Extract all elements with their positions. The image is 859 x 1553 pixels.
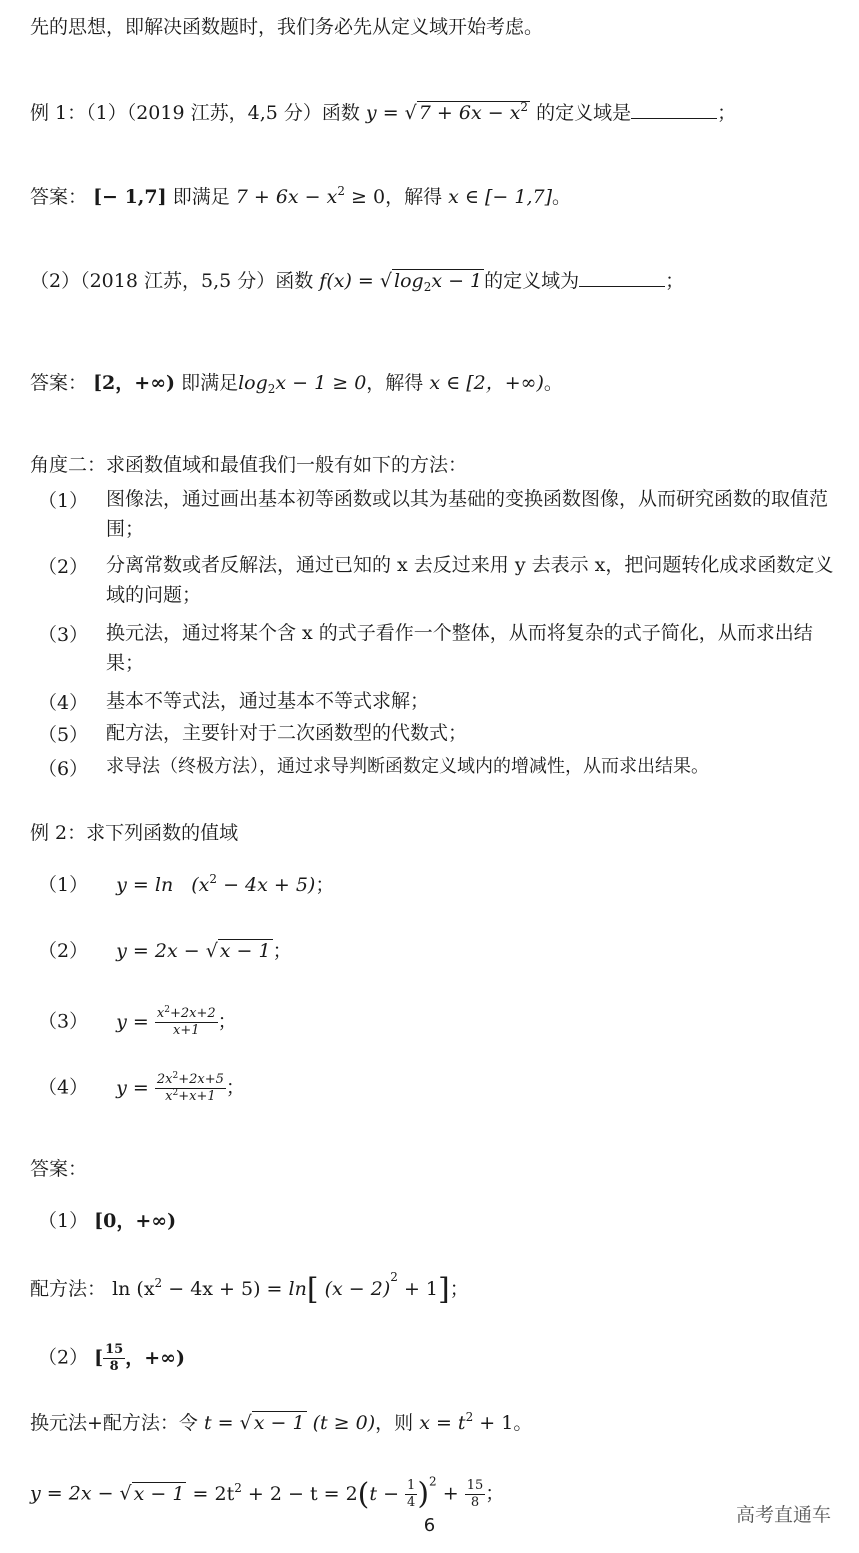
ex1-q1-radicand: $7 + 6x - x^2$ bbox=[418, 100, 529, 124]
ex1-q2-prefix: （2）（2018 江苏，5,5 分）函数 bbox=[30, 270, 314, 292]
example2-answer-label: 答案： bbox=[30, 1158, 88, 1180]
page-number: 6 bbox=[423, 1515, 436, 1536]
example2-answer1: （1） [0，+∞) bbox=[38, 1210, 177, 1232]
method2-line: 换元法+配方法：令 t = √ x − 1 (t ≥ 0)，则 $x = t^2 + 1$。 bbox=[30, 1410, 533, 1434]
example2-problem4: （4） y = $\frac{2x^2+2x+5}{x^2+x+1}$ ； bbox=[38, 1071, 245, 1104]
ans2-value: [2，+∞) bbox=[93, 372, 176, 394]
fraction: $\frac{2x^2+2x+5}{x^2+x+1}$ bbox=[156, 1071, 224, 1104]
example2-answer2: （2） [ $\frac{15}{8}$ ，+∞) bbox=[38, 1342, 185, 1374]
example1-answer2: 答案： [2，+∞) 即满足$\log_2x - 1 \ge 0$，解得 x ∈ [2，+∞)。 bbox=[30, 372, 563, 396]
method-num: （6） bbox=[38, 758, 89, 780]
example2-title: 例 2：求下列函数的值域 bbox=[30, 822, 239, 844]
method-item: 换元法，通过将某个含 x 的式子看作一个整体，从而将复杂的式子简化，从而求出结果； bbox=[106, 622, 813, 674]
example1-answer1: 答案： [− 1,7] 即满足 $7 + 6x - x^2 \ge 0$，解得 x ∈ [− 1,7]。 bbox=[30, 184, 572, 208]
angle2-title: 角度二：求函数值域和最值我们一般有如下的方法： bbox=[30, 454, 468, 476]
ans2-result: x ∈ [2，+∞) bbox=[429, 372, 544, 394]
ex1-q2-radicand: $\log_2x - 1$ bbox=[394, 270, 483, 294]
intro-text: 先的思想，即解决函数题时，我们务必先从定义域开始考虑。 bbox=[30, 16, 544, 38]
ex1-q2-lhs: f(x) = bbox=[319, 270, 374, 292]
ex1-q1-suffix: 的定义域是 bbox=[536, 102, 632, 124]
method-item: 求导法（终极方法），通过求导判断函数定义域内的增减性，从而求出结果。 bbox=[106, 756, 709, 777]
ans2-inequality: $\log_2x - 1 \ge 0$ bbox=[238, 372, 367, 396]
fraction: $\frac{x^2+2x+2}{x+1}$ bbox=[156, 1005, 216, 1038]
method-num: （1） bbox=[38, 490, 89, 512]
example1-question1: 例 1：（1）（2019 江苏，4,5 分）函数 y = √ $7 + 6x - x^2$ 的定义域是 ； bbox=[30, 100, 737, 124]
method-num: （5） bbox=[38, 724, 89, 746]
method1-line: 配方法： $\ln (x^2 - 4x + 5) = \ln$[ $(x - 2)^2 + 1$]； bbox=[30, 1270, 469, 1307]
method-num: （3） bbox=[38, 624, 89, 646]
answer-blank-1 bbox=[631, 100, 717, 119]
answer2-value: [ $\frac{15}{8}$ ，+∞) bbox=[94, 1342, 185, 1374]
answer-blank-2 bbox=[579, 268, 665, 287]
method-item: 配方法，主要针对于二次函数型的代数式； bbox=[106, 722, 468, 744]
ans1-result: x ∈ [− 1,7] bbox=[448, 186, 553, 208]
ex1-q2-suffix: 的定义域为 bbox=[484, 270, 580, 292]
substitution-equation: y = 2x − √ $x - 1 = 2t^2 + 2 - t = 2(t$ − $\frac{1}{4}$ )$^2$ + $\frac{15}{8}$ ； bbox=[30, 1474, 505, 1512]
ans1-label: 答案： bbox=[30, 186, 88, 208]
method-num: （4） bbox=[38, 692, 89, 714]
ex1-q1-prefix: 例 1：（1）（2019 江苏，4,5 分）函数 bbox=[30, 102, 360, 124]
example2-problem2: （2） y = 2x − √ x − 1 ； bbox=[38, 940, 292, 962]
ans1-inequality: $7 + 6x - x^2 \ge 0$，解得 bbox=[235, 184, 443, 208]
ans2-label: 答案： bbox=[30, 372, 88, 394]
method-item: 基本不等式法，通过基本不等式求解； bbox=[106, 690, 430, 712]
answer1-value: [0，+∞) bbox=[94, 1210, 177, 1232]
example2-problem1: （1） $y = \ln (x^2 - 4x + 5)$； bbox=[38, 872, 335, 896]
ex1-q1-lhs: y = bbox=[365, 102, 399, 124]
example1-question2: （2）（2018 江苏，5,5 分）函数 f(x) = √ $\log_2x - 1$ 的定义域为 ； bbox=[30, 270, 685, 294]
example2-problem3: （3） y = $\frac{x^2+2x+2}{x+1}$ ； bbox=[38, 1005, 237, 1038]
watermark: 高考直通车 bbox=[735, 1504, 831, 1526]
method-item: 分离常数或者反解法，通过已知的 x 去反过来用 y 去表示 x，把问题转化成求函数定义域的问题； bbox=[106, 554, 834, 606]
method-num: （2） bbox=[38, 556, 89, 578]
ans1-value: [− 1,7] bbox=[93, 186, 167, 208]
method-item: 图像法，通过画出基本初等函数或以其为基础的变换函数图像，从而研究函数的取值范围； bbox=[106, 488, 829, 540]
